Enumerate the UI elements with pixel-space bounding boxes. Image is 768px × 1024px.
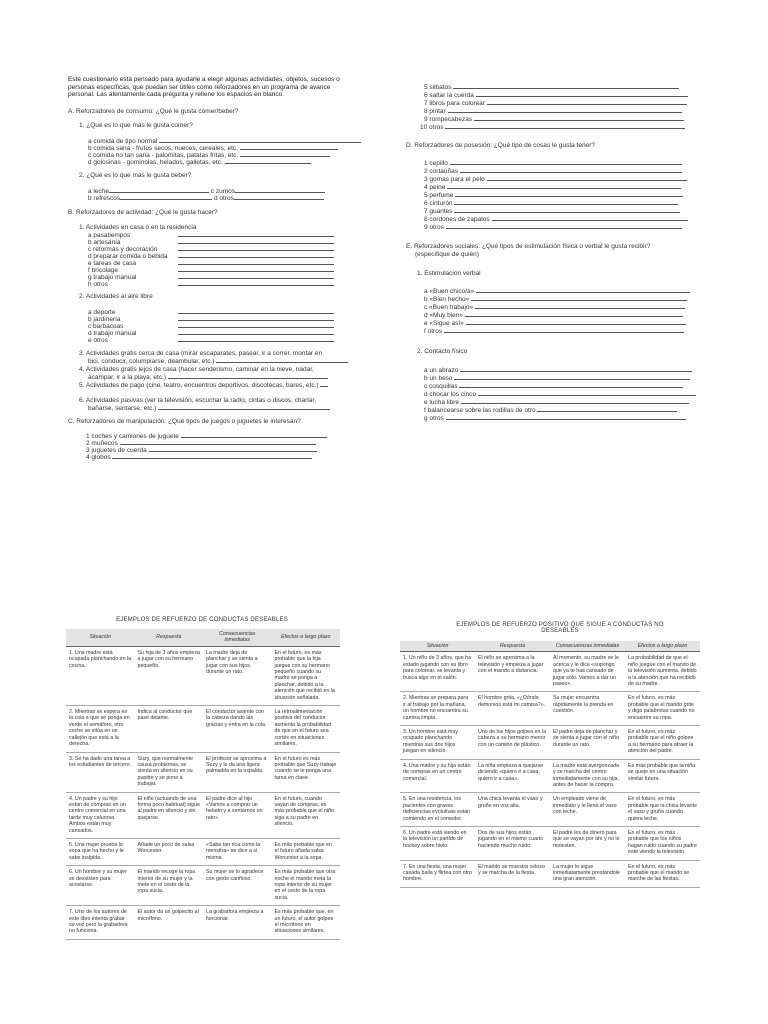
list-item: b artesanía bbox=[88, 238, 334, 247]
table-row bbox=[400, 793, 700, 827]
list-item: b refrescos d otros bbox=[88, 194, 324, 203]
table-cell: En el futuro, es más probable que la chica levante el vaso y gruña cuando quiera leche. bbox=[625, 793, 700, 827]
section-b-q4-line1: 4. Actividades gratis lejos de casa (hacer senderismo, caminar en la nieve, nadar, bbox=[79, 366, 314, 373]
table-cell: El autor da un golpecito al micrófono. bbox=[135, 906, 204, 940]
list-item: 6 saltar la cuerda bbox=[424, 91, 688, 100]
table-cell: 7. Uno de los autores de este libro intenta grabar su voz pero la grabadora no funciona. bbox=[66, 906, 135, 940]
list-item: a comida de tipo normal bbox=[88, 137, 361, 146]
column-header: Respuesta bbox=[135, 629, 204, 646]
table-cell: 5. En una residencia, los pacientes con graves deficiencias evolutivas están comiendo en el comedor. bbox=[400, 793, 475, 827]
list-item: 3 juguetes de cuerda bbox=[86, 446, 317, 455]
list-item: g otros bbox=[424, 414, 686, 423]
table1-title: EJEMPLOS DE REFUERZO DE CONDUCTAS DESEABLES bbox=[116, 617, 288, 623]
table-row bbox=[66, 706, 340, 752]
table-cell: Uno de los hijos golpea en la cabeza a su hermano menor con un camión de plástico. bbox=[475, 726, 550, 760]
table-cell: Una chica levanta el vaso y gruñe en voz alta. bbox=[475, 793, 550, 827]
table-row bbox=[400, 726, 700, 760]
list-item: c reformas y decoración bbox=[88, 245, 334, 254]
list-item: b comida sana - frutos secos, nueces, cereales, etc. bbox=[88, 144, 338, 153]
section-b-q6-line2: bañarse, sentarse, etc.) bbox=[88, 404, 330, 413]
list-item: e tareas de casa bbox=[88, 259, 334, 268]
column-header: Consecuencias inmediatas bbox=[203, 629, 272, 646]
table-cell: El niño se aproxima a la televisión y empieza a jugar con el mando a distancia. bbox=[475, 652, 550, 692]
list-item: e otros bbox=[88, 336, 334, 345]
list-item: b «Bien hecho» bbox=[424, 295, 687, 304]
table-cell: Suzy, que normalmente causa problemas, se sienta en silencio en su pupitre y se pone a trabajar. bbox=[135, 752, 204, 792]
list-item: c cosquillas bbox=[424, 382, 683, 391]
table-cell: Al momento, su madre se le acerca y le dice «supongo que ya te has cansado de jugar sólo. Vamos a dar un paseo». bbox=[550, 652, 625, 692]
table-cell: El conductor asiente con la cabeza dando las gracias y entra en la cola. bbox=[203, 706, 272, 752]
table-row bbox=[400, 692, 700, 726]
list-item: 8 cordones de zapatos bbox=[424, 215, 688, 224]
table-cell: Es más probable que otra noche el marido meta la ropa interior de su mujer en el cesto de la ropa sucia. bbox=[272, 866, 341, 906]
table-cell: El padre deja de planchar y se sienta a jugar con el niño durante un rato. bbox=[550, 726, 625, 760]
list-item: 9 rompecabezas bbox=[424, 115, 684, 124]
table-cell: En el futuro, es más probable que el niño golpee a su hermano para atraer la atención del padre. bbox=[625, 726, 700, 760]
table-cell: Añade un poco de salsa Worcester. bbox=[135, 838, 204, 865]
table-row bbox=[400, 652, 700, 692]
table2 bbox=[400, 641, 700, 888]
table-cell: En el futuro, es más probable que los niños hagan ruido cuando su padre esté viendo la televisión. bbox=[625, 826, 700, 860]
table-cell: En el futuro, cuando vayan de compras, es más probable que el niño siga a su padre en silencio. bbox=[272, 792, 341, 838]
table-cell: Su mujer se lo agradece con gesto cariñoso. bbox=[203, 866, 272, 906]
table-cell: 3. Se ha dado una tarea a los estudiantes de tercero. bbox=[66, 752, 135, 792]
column-header: Efectos a largo plazo bbox=[272, 629, 341, 646]
table-row bbox=[66, 906, 340, 940]
list-item: c «Buen trabajo» bbox=[424, 303, 685, 312]
column-header: Consecuencias inmediatas bbox=[550, 641, 625, 652]
column-header: Situación bbox=[66, 629, 135, 646]
list-item: 2 cortaúñas bbox=[424, 167, 682, 176]
table-row bbox=[400, 826, 700, 860]
table-cell: En el futuro, es más probable que el marido se marche de las fiestas. bbox=[625, 860, 700, 887]
table-cell: La niña empieza a quejarse diciendo «quiero ir a casa, quiero ir a casa». bbox=[475, 759, 550, 793]
table-cell: 1. Una madre está ocupada planchando en la cocina. bbox=[66, 646, 135, 705]
table-cell: La probabilidad de que el niño juegue con el mando de la televisión aumenta, debido a la atención que ha recibido de su madre. bbox=[625, 652, 700, 692]
table-cell: 5. Una mujer prueba la sopa que ha hecho y le sabe insípida. bbox=[66, 838, 135, 865]
table-cell: La mujer le sigue inmediatamente prestándole una gran atención. bbox=[550, 860, 625, 887]
list-item: 4 peine bbox=[424, 183, 681, 192]
section-b-q1: 1. Actividades en casa o en la residencia bbox=[79, 224, 197, 231]
list-item: a «Buen chico/a» bbox=[424, 287, 690, 296]
table-cell: 4. Un padre y su hijo están de compras en un centro comercial en una tarde muy calurosa. Ambos están muy cansados. bbox=[66, 792, 135, 838]
section-a-q1: 1. ¿Qué es lo que más le gusta comer? bbox=[79, 122, 193, 129]
table-row bbox=[66, 866, 340, 906]
list-item: h otros bbox=[88, 280, 334, 289]
table-cell: Indica al conductor que pase delante. bbox=[135, 706, 204, 752]
table-cell: En el futuro, es más probable que la hija juegue con su hermano pequeño cuando su madre se ponga a planchar, debido a la atención que recibió en la situación señalada. bbox=[272, 646, 341, 705]
table-cell: En el futuro es más probable que Suzy trabaje cuando se le ponga una tarea en clase. bbox=[272, 752, 341, 792]
list-item: f balancearse sobre las rodillas de otro bbox=[424, 406, 677, 415]
table-row bbox=[66, 646, 340, 705]
list-item: a un abrazo bbox=[424, 366, 692, 375]
table-cell: La grabadora empieza a funcionar. bbox=[203, 906, 272, 940]
list-item: 9 otros bbox=[424, 223, 682, 232]
column-header: Efectos a largo plazo bbox=[625, 641, 700, 652]
list-item: a leche c zumos bbox=[88, 187, 325, 196]
section-a-q2: 2. ¿Qué es lo que más le gusta beber? bbox=[79, 172, 192, 179]
table-cell: Es más probable que en el futuro añada salsa Worcester a la sopa. bbox=[272, 838, 341, 865]
table-cell: La madre deja de planchar y se sienta a jugar con sus hijos durante un rato. bbox=[203, 646, 272, 705]
section-b-q3-line1: 3. Actividades gratis cerca de casa (mirar escaparates, pasear, ir a correr, montar en bbox=[79, 350, 323, 357]
table-cell: 2. Mientras se espera en la cola a que se ponga en verde el semáforo, otro coche se sitúa en un callejón que está a la derecha. bbox=[66, 706, 135, 752]
list-item: c comida no tan sana - palomitas, patatas fritas, etc. bbox=[88, 151, 330, 160]
table-header-row bbox=[66, 629, 340, 646]
table-cell: El profesor se aproxima a Suzy y le da una ligera palmadita en la espalda. bbox=[203, 752, 272, 792]
list-item: d golosinas - gominolas, helados, galletas, etc. bbox=[88, 158, 311, 167]
table-cell: 1. Un niño de 3 años, que ha estado jugando con su libro para colorear, se levanta y busca algo en el salón. bbox=[400, 652, 475, 692]
column-header: Situación bbox=[400, 641, 475, 652]
intro-paragraph: Este cuestionario está pensado para ayudarle a elegir algunas actividades, objetos, sucesos o personas específicas, que puedan ser útiles como reforzadores en un programa de avance personal. Las atentamente cada pregunta y rellene los espacios en blanco. bbox=[68, 76, 340, 99]
table-cell: Es más probable que la niña se queje en una situación similar futura. bbox=[625, 759, 700, 793]
table-cell: La retroalimentación positiva del conductor aumenta la probabilidad de que en el futuro sea cortés en situaciones similares. bbox=[272, 706, 341, 752]
table-cell: Dos de sus hijos están jugando en el mismo cuarto haciendo mucho ruido. bbox=[475, 826, 550, 860]
section-e-title-line2: (especifique de quién) bbox=[415, 251, 479, 258]
list-item: 10 otros bbox=[420, 123, 685, 132]
section-b-q3-line2: bici, conducir, columpiarse, deambular, etc.) bbox=[88, 357, 348, 366]
table-row bbox=[400, 860, 700, 887]
table-cell: Su hija de 3 años empieza a jugar con su hermano pequeño. bbox=[135, 646, 204, 705]
list-item: 5 perfume bbox=[424, 191, 683, 200]
section-e-title-line1: E. Reforzadores sociales: ¿Qué tipos de estimulación física o verbal le gusta recibir? bbox=[406, 243, 651, 250]
section-a-title: A. Reforzadores de consumo: ¿Qué le gusta comer/beber? bbox=[68, 108, 239, 115]
list-item: 6 cinturón bbox=[424, 199, 678, 208]
list-item: d «Muy bien» bbox=[424, 311, 683, 320]
list-item: b un beso bbox=[424, 374, 690, 383]
table-cell: La madre está avergonzada y se marcha del centro inmediatamente con su hija, antes de hacer la compra. bbox=[550, 759, 625, 793]
section-b-q2: 2. Actividades al aire libre bbox=[79, 293, 153, 300]
table2-title: EJEMPLOS DE REFUERZO POSITIVO QUE SIGUE A CONDUCTAS NO DESEABLES bbox=[456, 622, 664, 634]
table-cell: 6. Un padre está viendo en la televisión un partido de hockey sobre hielo. bbox=[400, 826, 475, 860]
section-b-q4-line2: acampar, ir a la playa, etc.) bbox=[88, 373, 328, 382]
section-e-q1: 1. Estimulación verbal bbox=[417, 270, 481, 277]
table-row bbox=[66, 752, 340, 792]
table-cell: El hombre grita, «¿Dónde demonios está mi camisa?». bbox=[475, 692, 550, 726]
table-cell: 7. En una fiesta, una mujer casada baila y flirtea con otro hombre. bbox=[400, 860, 475, 887]
section-c-title: C. Reforzadores de manipulación: ¿Qué tipos de juegos o juguetes le interesan? bbox=[68, 418, 301, 425]
list-item: d preparar comida o bebida bbox=[88, 252, 334, 261]
table-cell: 2. Mientras se prepara para ir al trabajo por la mañana, un hombre no encuentra su camisa limpia. bbox=[400, 692, 475, 726]
table-cell: Es más probable que, en un futuro, el autor golpee el micrófono en situaciones similares. bbox=[272, 906, 341, 940]
table-row bbox=[66, 838, 340, 865]
table-cell: Un empleado viene de inmediato y le llena el vaso con leche. bbox=[550, 793, 625, 827]
list-item: d trabajo manual bbox=[88, 329, 334, 338]
table-cell: El marido recoge la ropa interior de su mujer y la mete en el cesto de la ropa sucia. bbox=[135, 866, 204, 906]
list-item: 3 gomas para el pelo bbox=[424, 175, 687, 184]
list-item: 1 cepillo bbox=[424, 159, 682, 168]
list-item: 7 libros para colorear bbox=[424, 99, 687, 108]
table-cell: 3. Un hombre está muy ocupado planchando mientras sus dos hijos juegan en silencio. bbox=[400, 726, 475, 760]
table-cell: El niño (actuando de una forma poco habitual) sigue al padre en silencio y sin quejarse. bbox=[135, 792, 204, 838]
table-cell: «Sabe tan rica como la mensitra» se dice a sí misma. bbox=[203, 838, 272, 865]
table-cell: 4. Una madre y su hija están de compras en un centro comercial. bbox=[400, 759, 475, 793]
list-item: e «Sigue así» bbox=[424, 319, 686, 328]
section-b-q6-line1: 6. Actividades pasivas (ver la televisión, escuchar la radio, cintas o discos, charlar, bbox=[79, 397, 317, 404]
list-item: 5 silbatos bbox=[424, 83, 679, 92]
table-cell: El padre les da dinero para que se vayan por ahí y no le molesten. bbox=[550, 826, 625, 860]
list-item: d chocar los cinco bbox=[424, 390, 696, 399]
table1 bbox=[66, 629, 340, 940]
section-b-title: B. Reforzadores de actividad: ¿Qué le gusta hacer? bbox=[68, 209, 218, 216]
column-header: Respuesta bbox=[475, 641, 550, 652]
table-cell: El padre dice al hijo «Vamos a comprar un helado y a sentarnos un rato». bbox=[203, 792, 272, 838]
section-d-title: D. Reforzadores de posesión: ¿Qué tipo de cosas le gusta tener? bbox=[406, 142, 595, 149]
section-b-q5: 5. Actividades de pago (cine, teatro, encuentros deportivos, discotecas, bares, etc.) bbox=[79, 381, 328, 390]
table-header-row bbox=[400, 641, 700, 652]
list-item: 2 muñecos bbox=[86, 439, 316, 448]
list-item: a deporte bbox=[88, 308, 334, 317]
list-item: f bricolage bbox=[88, 266, 334, 275]
list-item: e lucha libre bbox=[424, 398, 689, 407]
table-cell: 6. Un hombre y su mujer se desvisten para acostarse. bbox=[66, 866, 135, 906]
list-item: b jardinería bbox=[88, 315, 334, 324]
section-e-q2: 2. Contacto físico bbox=[417, 348, 468, 355]
list-item: f otros bbox=[424, 327, 684, 336]
list-item: g trabajo manual bbox=[88, 273, 334, 282]
table-cell: En el futuro, es más probable que el marido grite y diga palabrotas cuando no encuentre su ropa. bbox=[625, 692, 700, 726]
table-cell: El marido se muestra celoso y se marcha de la fiesta. bbox=[475, 860, 550, 887]
list-item: a pasatiempos bbox=[88, 231, 334, 240]
list-item: c barbacoas bbox=[88, 322, 334, 331]
table-row bbox=[66, 792, 340, 838]
list-item: 4 globos bbox=[86, 453, 312, 462]
table-row bbox=[400, 759, 700, 793]
list-item: 7 guantes bbox=[424, 207, 680, 216]
list-item: 8 pintar bbox=[424, 107, 682, 116]
table-cell: Su mujer encuentra rápidamente la prenda en cuestión. bbox=[550, 692, 625, 726]
list-item: 1 coches y camiones de juguete bbox=[86, 432, 327, 441]
